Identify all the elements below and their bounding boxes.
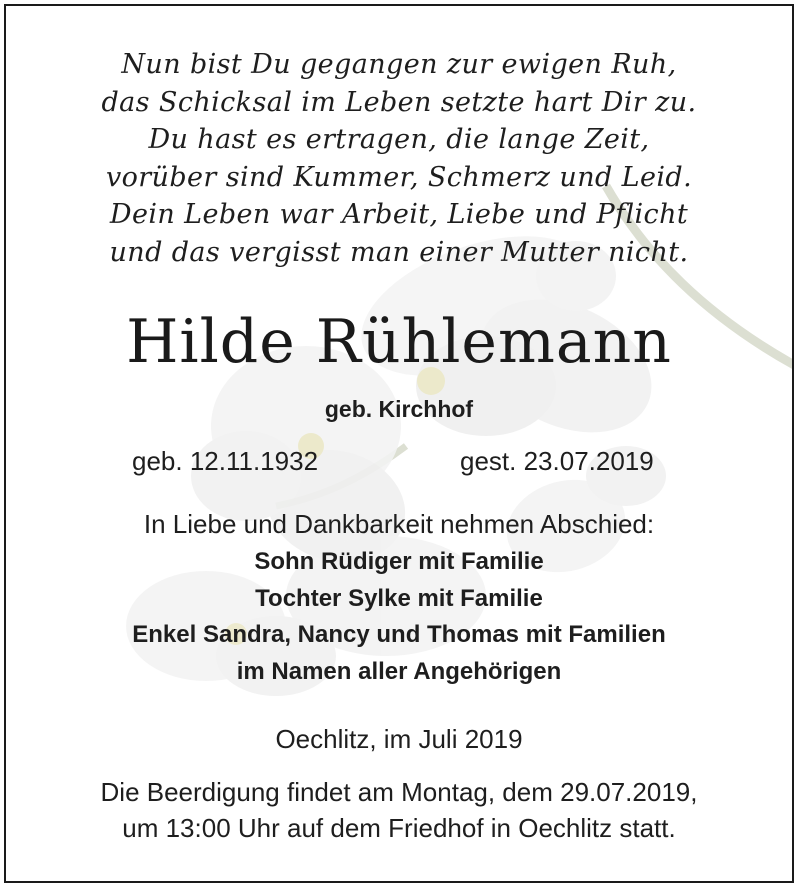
life-dates	[6, 443, 792, 479]
mourners-list	[6, 544, 792, 690]
birth-date: geb. 12.11.1932	[132, 446, 319, 476]
death-date: gest. 23.07.2019	[460, 446, 654, 476]
poem-line: Du hast es ertragen, die lange Zeit,	[148, 124, 650, 156]
memorial-poem	[6, 46, 792, 272]
place-and-date: Oechlitz, im Juli 2019	[275, 724, 523, 754]
mourner-entry: Enkel Sandra, Nancy und Thomas mit Familien	[132, 621, 666, 648]
obituary-content	[6, 6, 792, 881]
poem-line: vorüber sind Kummer, Schmerz und Leid.	[105, 161, 693, 193]
funeral-notice	[6, 774, 792, 846]
mourner-entry: Sohn Rüdiger mit Familie	[254, 548, 544, 575]
obituary-frame	[4, 4, 794, 883]
funeral-line: Die Beerdigung findet am Montag, dem 29.07.2019,	[100, 777, 698, 807]
funeral-line: um 13:00 Uhr auf dem Friedhof in Oechlitz statt.	[122, 813, 676, 843]
poem-line: Dein Leben war Arbeit, Liebe und Pflicht	[109, 199, 689, 231]
farewell-intro: In Liebe und Dankbarkeit nehmen Abschied:	[143, 509, 655, 539]
deceased-name: Hilde Rühlemann	[126, 307, 672, 377]
poem-line: und das vergisst man einer Mutter nicht.	[109, 236, 689, 268]
poem-line: Nun bist Du gegangen zur ewigen Ruh,	[121, 49, 677, 80]
mourner-entry: Tochter Sylke mit Familie	[255, 584, 543, 612]
poem-line: das Schicksal im Leben setzte hart Dir zu.	[101, 86, 697, 118]
maiden-name: geb. Kirchhof	[324, 396, 474, 422]
mourner-entry: im Namen aller Angehörigen	[236, 657, 562, 685]
